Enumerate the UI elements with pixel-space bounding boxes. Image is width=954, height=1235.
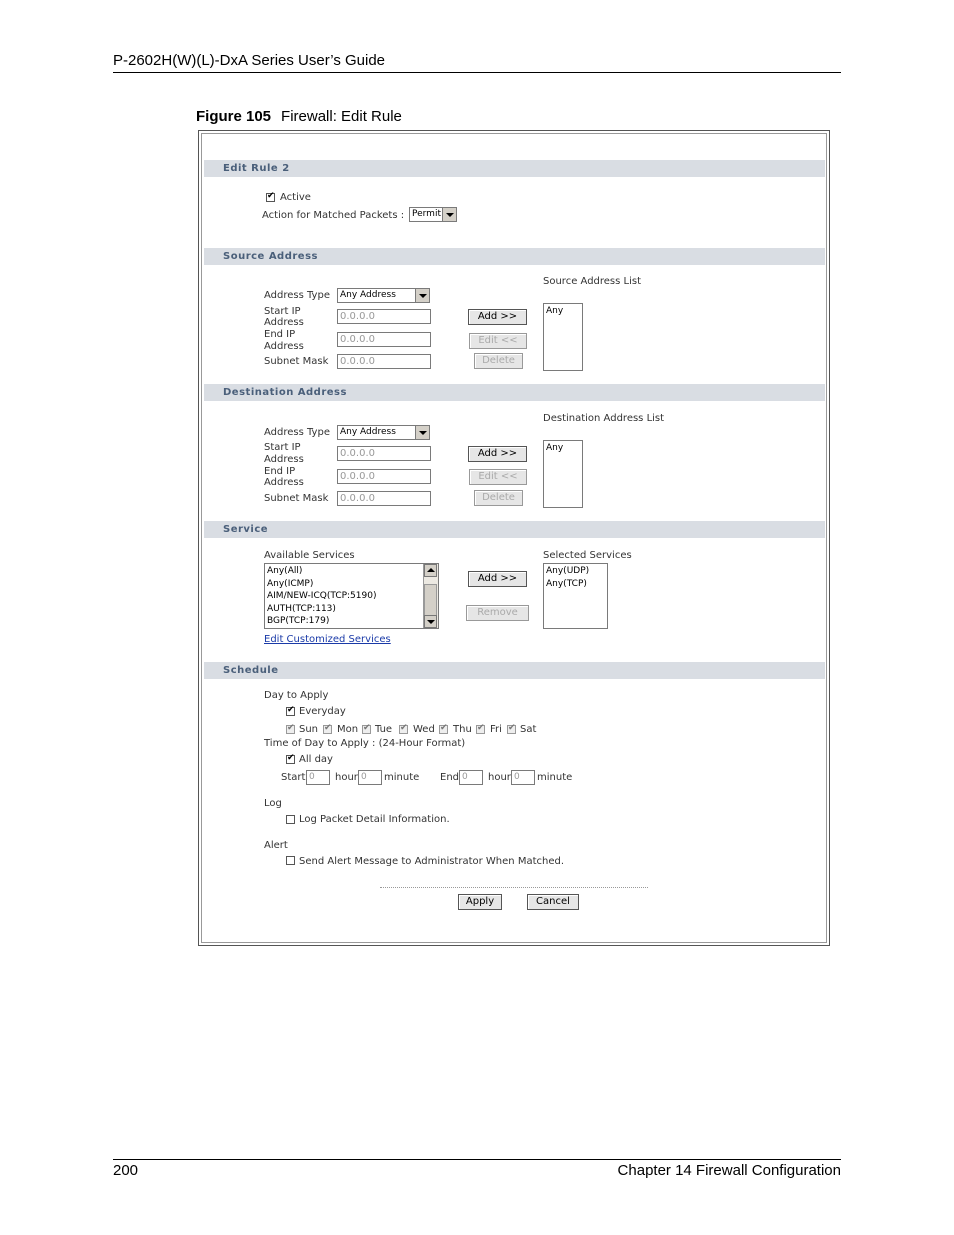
destination-subnet-input[interactable]: 0.0.0.0 (337, 491, 431, 506)
destination-end-ip-label-2: Address (264, 477, 304, 488)
day-to-apply-label: Day to Apply (264, 690, 329, 701)
list-item[interactable]: Any (546, 443, 564, 453)
section-title: Destination Address (223, 387, 347, 398)
day-label-sat: Sat (520, 724, 537, 735)
log-label: Log (264, 798, 282, 809)
end-minute-label: minute (537, 772, 573, 783)
figure-title: Firewall: Edit Rule (281, 108, 402, 125)
alert-option-label: Send Alert Message to Administrator When Matched. (299, 856, 565, 867)
source-end-ip-label-2: Address (264, 341, 304, 352)
list-item[interactable]: AUTH(TCP:113) (267, 603, 336, 614)
section-schedule (204, 662, 825, 679)
start-minute-input[interactable]: 0 (358, 770, 382, 785)
day-label-fri: Fri (490, 724, 502, 735)
day-checkbox-thu[interactable] (439, 725, 448, 734)
source-start-ip-input[interactable]: 0.0.0.0 (337, 309, 431, 324)
available-services-list[interactable] (264, 563, 439, 629)
source-subnet-input[interactable]: 0.0.0.0 (337, 354, 431, 369)
doc-header: P-2602H(W)(L)-DxA Series User’s Guide (113, 52, 386, 69)
end-label: End (440, 772, 460, 783)
source-list-label: Source Address List (543, 276, 642, 287)
select-value: Any Address (340, 290, 396, 300)
section-title: Source Address (223, 251, 318, 262)
list-item[interactable]: Any(UDP) (546, 566, 590, 576)
chapter-title: Chapter 14 Firewall Configuration (617, 1162, 841, 1179)
figure-caption (196, 108, 402, 125)
start-hour-label: hour (335, 772, 358, 783)
everyday-label: Everyday (299, 706, 346, 717)
chevron-down-icon (415, 426, 429, 439)
allday-label: All day (299, 754, 333, 765)
section-source-address (204, 248, 825, 265)
section-title: Service (223, 524, 269, 535)
destination-list-label: Destination Address List (543, 413, 665, 424)
day-checkbox-tue[interactable] (362, 725, 371, 734)
list-item[interactable]: Any(All) (267, 566, 303, 576)
scroll-up-icon[interactable] (424, 564, 437, 577)
day-checkbox-sat[interactable] (507, 725, 516, 734)
select-value: Any Address (340, 427, 396, 437)
list-item[interactable]: AIM/NEW-ICQ(TCP:5190) (267, 591, 377, 601)
available-services-label: Available Services (264, 550, 355, 561)
active-label: Active (280, 192, 311, 203)
service-add-button[interactable]: Add >> (468, 571, 527, 587)
day-checkbox-fri[interactable] (476, 725, 485, 734)
section-title: Schedule (223, 665, 279, 676)
destination-end-ip-input[interactable]: 0.0.0.0 (337, 469, 431, 484)
log-checkbox[interactable] (286, 815, 295, 824)
source-address-type-select[interactable] (337, 288, 430, 303)
service-remove-button[interactable]: Remove (466, 605, 529, 621)
end-hour-input[interactable]: 0 (459, 770, 483, 785)
day-label-sun: Sun (299, 724, 319, 735)
source-delete-button[interactable]: Delete (474, 353, 523, 369)
dotted-divider (380, 887, 648, 888)
allday-checkbox[interactable] (286, 755, 295, 764)
end-minute-input[interactable]: 0 (511, 770, 535, 785)
source-start-ip-label-2: Address (264, 317, 304, 328)
destination-start-ip-label-2: Address (264, 454, 304, 465)
destination-address-type-label: Address Type (264, 427, 330, 438)
end-hour-label: hour (488, 772, 511, 783)
source-add-button[interactable]: Add >> (468, 309, 527, 325)
figure-number: Figure 105 (196, 108, 272, 125)
chevron-down-icon (442, 208, 456, 221)
source-address-list[interactable] (543, 303, 583, 371)
day-label-wed: Wed (413, 724, 435, 735)
destination-add-button[interactable]: Add >> (468, 446, 527, 462)
alert-checkbox[interactable] (286, 856, 295, 865)
header-rule (113, 72, 841, 73)
destination-start-ip-label: Start IP (264, 442, 301, 453)
section-edit-rule (204, 160, 825, 177)
log-option-label: Log Packet Detail Information. (299, 814, 450, 825)
day-label-tue: Tue (375, 724, 393, 735)
selected-services-label: Selected Services (543, 550, 632, 561)
day-label-mon: Mon (337, 724, 359, 735)
active-checkbox[interactable] (266, 193, 275, 202)
start-minute-label: minute (384, 772, 420, 783)
destination-end-ip-label: End IP (264, 466, 296, 477)
cancel-button[interactable]: Cancel (527, 894, 579, 910)
section-destination-address (204, 384, 825, 401)
source-subnet-label: Subnet Mask (264, 356, 329, 367)
section-service (204, 521, 825, 538)
everyday-checkbox[interactable] (286, 707, 295, 716)
list-item[interactable]: BGP(TCP:179) (267, 616, 330, 626)
source-end-ip-input[interactable]: 0.0.0.0 (337, 332, 431, 347)
list-item[interactable]: Any (546, 306, 564, 316)
day-checkbox-sun[interactable] (286, 725, 295, 734)
section-title: Edit Rule 2 (223, 163, 290, 174)
source-address-type-label: Address Type (264, 290, 330, 301)
day-checkbox-mon[interactable] (323, 725, 332, 734)
edit-customized-services-link[interactable]: Edit Customized Services (264, 634, 391, 645)
destination-delete-button[interactable]: Delete (474, 490, 523, 506)
source-edit-button[interactable]: Edit << (469, 333, 527, 349)
start-hour-input[interactable]: 0 (306, 770, 330, 785)
alert-label: Alert (264, 840, 288, 851)
action-label: Action for Matched Packets : (262, 210, 405, 221)
selected-services-list[interactable] (543, 563, 608, 629)
chevron-down-icon (415, 289, 429, 302)
scrollbar[interactable] (423, 564, 438, 628)
day-checkbox-wed[interactable] (399, 725, 408, 734)
destination-start-ip-input[interactable]: 0.0.0.0 (337, 446, 431, 461)
destination-address-list[interactable] (543, 440, 583, 508)
source-end-ip-label: End IP (264, 329, 296, 340)
start-label: Start (281, 772, 306, 783)
destination-subnet-label: Subnet Mask (264, 493, 329, 504)
destination-address-type-select[interactable] (337, 425, 430, 440)
source-start-ip-label: Start IP (264, 306, 301, 317)
page-number: 200 (113, 1162, 139, 1179)
action-select[interactable] (409, 207, 457, 222)
time-of-day-label: Time of Day to Apply : (24-Hour Format) (264, 738, 466, 749)
apply-button[interactable]: Apply (458, 894, 502, 910)
list-item[interactable]: Any(TCP) (546, 578, 587, 589)
list-item[interactable]: Any(ICMP) (267, 578, 314, 589)
footer-rule (113, 1159, 841, 1160)
action-select-value: Permit (412, 209, 441, 219)
scroll-down-icon[interactable] (424, 615, 437, 628)
day-label-thu: Thu (453, 724, 472, 735)
destination-edit-button[interactable]: Edit << (469, 469, 527, 485)
